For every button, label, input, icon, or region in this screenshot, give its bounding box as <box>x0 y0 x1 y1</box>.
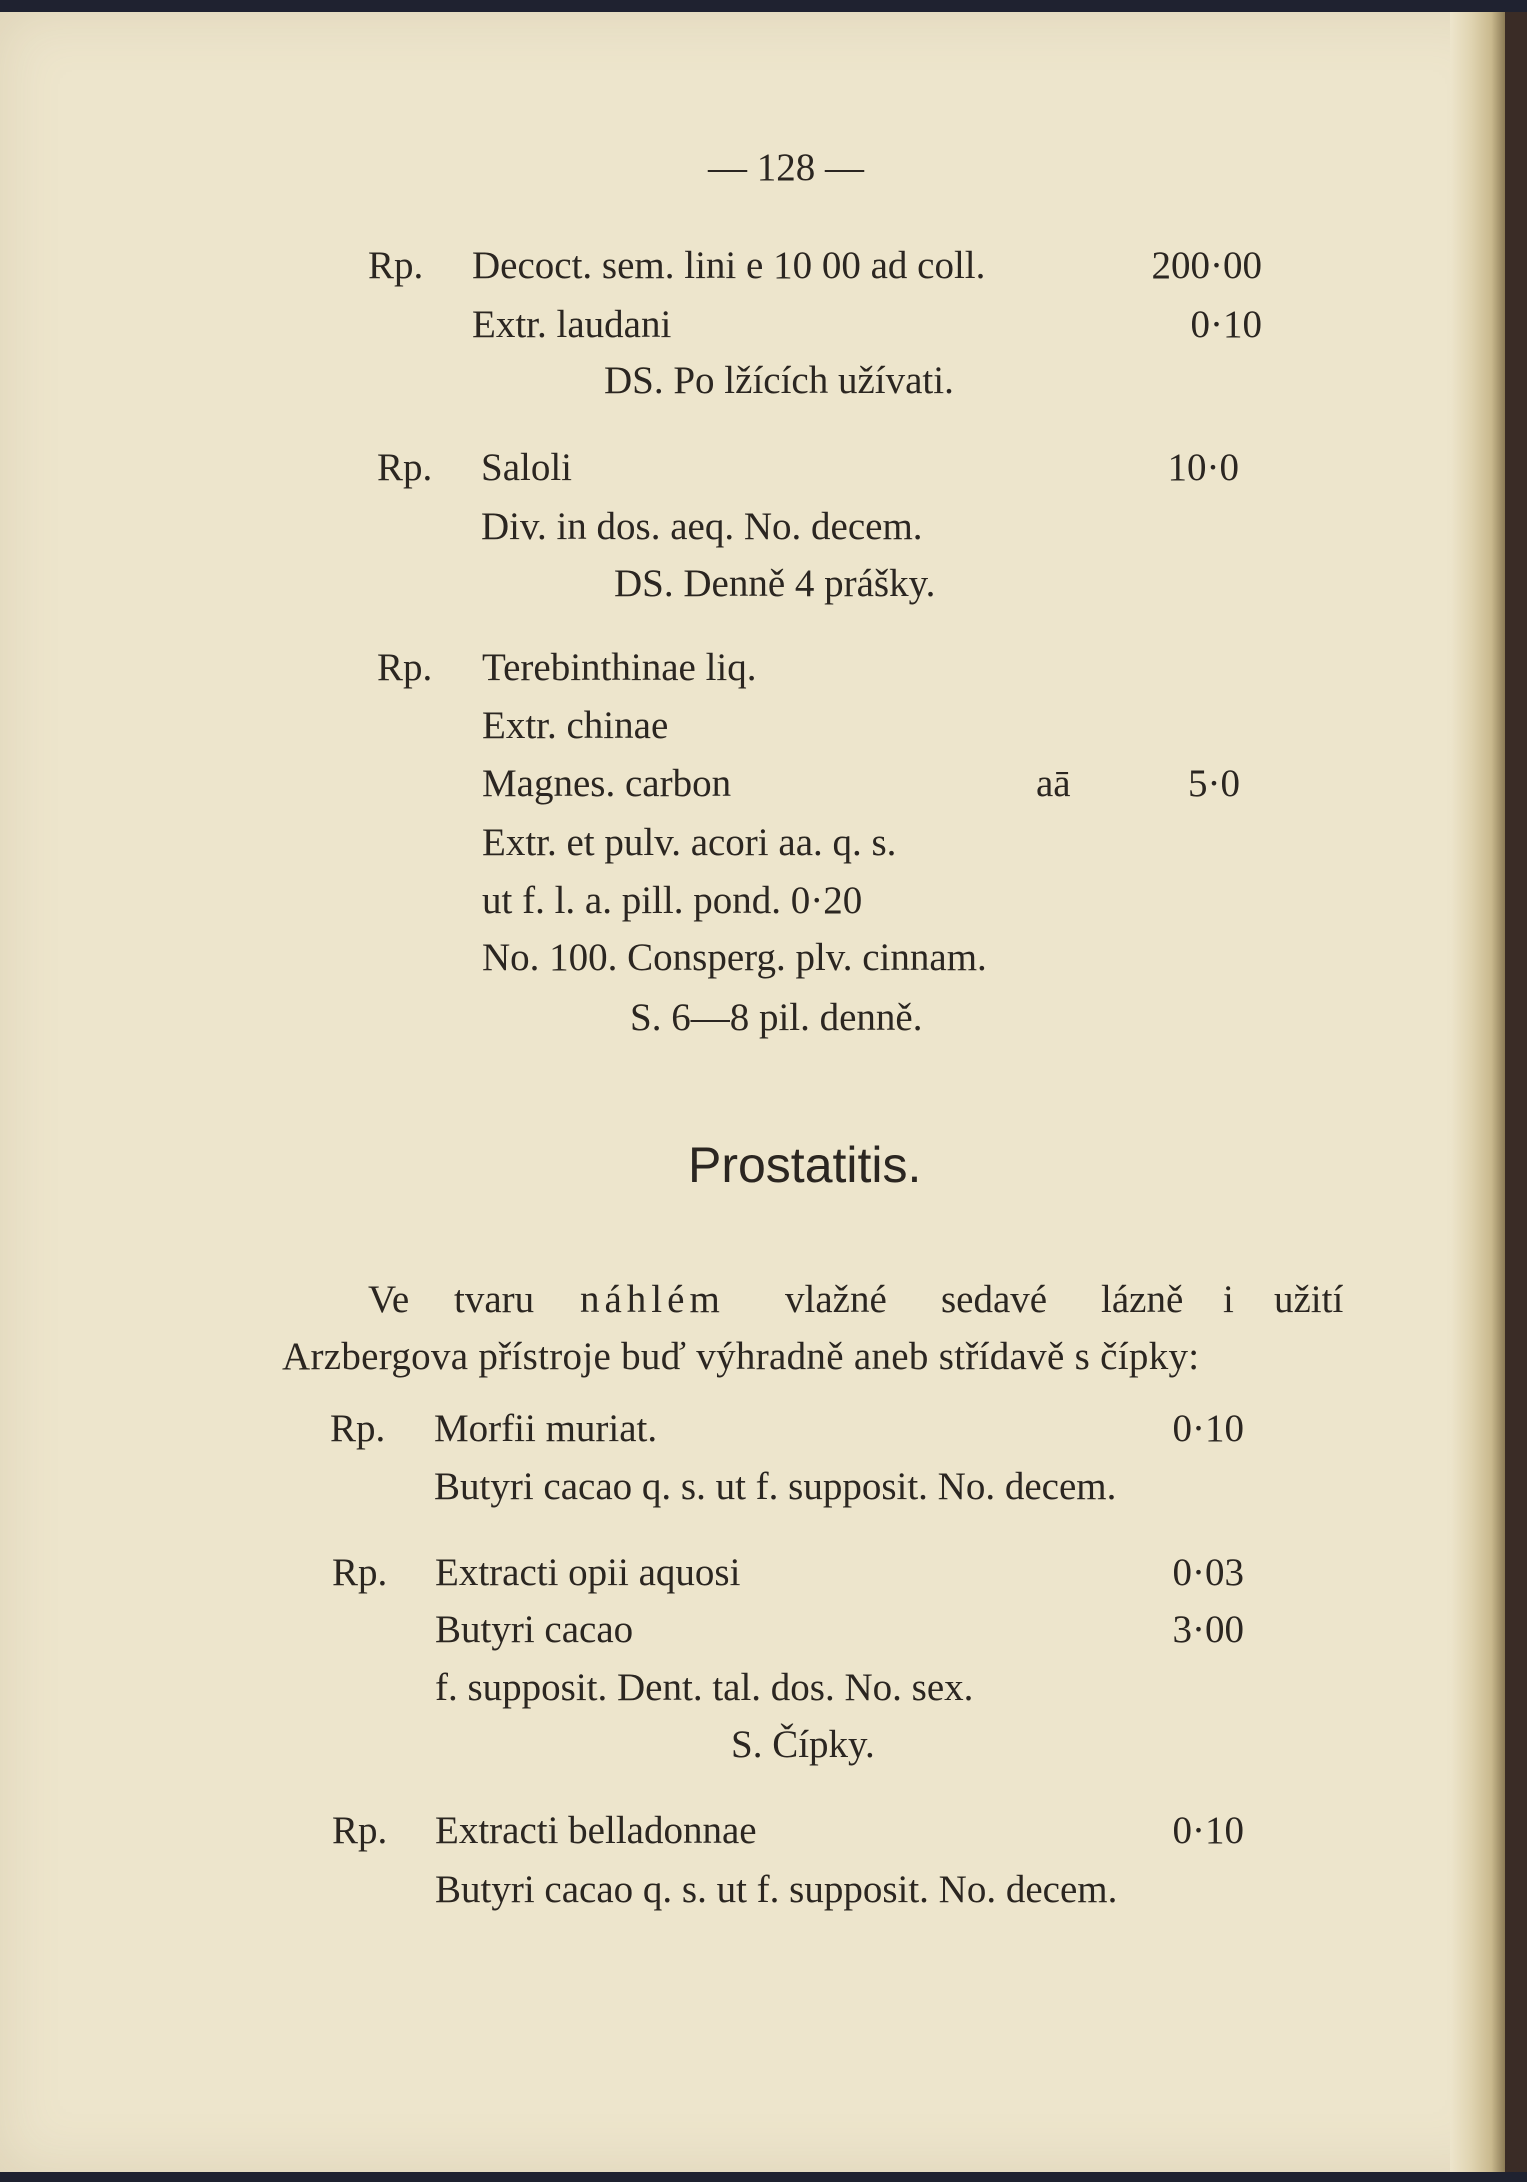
ingredient-amount: 200·00 <box>1151 244 1262 287</box>
section-heading: Prostatitis. <box>688 1137 922 1193</box>
ingredient-line: f. supposit. Dent. tal. dos. No. sex. <box>435 1666 974 1709</box>
rp-label: Rp. <box>368 244 424 287</box>
intro-word: i <box>1223 1278 1234 1321</box>
ingredient-line: Decoct. sem. lini e 10 00 ad coll. <box>472 244 986 287</box>
intro-word-spaced: náhlém <box>580 1278 725 1321</box>
rp-label: Rp. <box>377 446 433 489</box>
signature-line: S. Čípky. <box>731 1723 875 1766</box>
rp-label: Rp. <box>332 1809 388 1852</box>
ingredient-amount: 0·10 <box>1172 1809 1244 1852</box>
intro-word: tvaru <box>454 1278 535 1321</box>
intro-word: sedavé <box>941 1278 1048 1321</box>
rp-label: Rp. <box>377 646 433 689</box>
ingredient-line: Extr. laudani <box>472 303 672 346</box>
page-gutter <box>1450 12 1505 2172</box>
ingredient-line: Terebinthinae liq. <box>482 646 757 689</box>
intro-word: vlažné <box>785 1278 887 1321</box>
ingredient-line: No. 100. Consperg. plv. cinnam. <box>482 936 987 979</box>
ingredient-line: Extracti belladonnae <box>435 1809 757 1852</box>
ingredient-line: Magnes. carbon <box>482 762 732 805</box>
ingredient-amount: 3·00 <box>1172 1608 1244 1651</box>
ingredient-line: Saloli <box>481 446 573 489</box>
intro-line: Arzbergova přístroje buď výhradně aneb střídavě s čípky: <box>282 1335 1200 1378</box>
ana-marker: aā <box>1036 762 1071 805</box>
ingredient-line: Butyri cacao <box>435 1608 634 1651</box>
ingredient-line: Extr. chinae <box>482 704 669 747</box>
ingredient-amount: 10·0 <box>1167 446 1239 489</box>
rp-label: Rp. <box>330 1407 386 1450</box>
book-edge <box>1505 12 1527 2172</box>
ingredient-line: Butyri cacao q. s. ut f. supposit. No. decem. <box>435 1868 1118 1911</box>
ingredient-line: Extracti opii aquosi <box>435 1551 741 1594</box>
ingredient-line: Morfii muriat. <box>434 1407 658 1450</box>
intro-word: užití <box>1274 1278 1344 1321</box>
intro-word: lázně <box>1101 1278 1184 1321</box>
ingredient-line: ut f. l. a. pill. pond. 0·20 <box>482 879 863 922</box>
ingredient-line: Div. in dos. aeq. No. decem. <box>481 505 923 548</box>
intro-word: Ve <box>368 1278 410 1321</box>
signature-line: DS. Denně 4 prášky. <box>614 562 936 605</box>
ingredient-amount: 0·10 <box>1190 303 1262 346</box>
ingredient-line: Extr. et pulv. acori aa. q. s. <box>482 821 897 864</box>
signature-line: S. 6—8 pil. denně. <box>630 996 923 1039</box>
rp-label: Rp. <box>332 1551 388 1594</box>
page-number: — 128 — <box>708 146 864 189</box>
ingredient-amount: 5·0 <box>1188 762 1240 805</box>
ingredient-line: Butyri cacao q. s. ut f. supposit. No. decem. <box>434 1465 1117 1508</box>
signature-line: DS. Po lžících užívati. <box>604 359 954 402</box>
ingredient-amount: 0·10 <box>1172 1407 1244 1450</box>
ingredient-amount: 0·03 <box>1172 1551 1244 1594</box>
